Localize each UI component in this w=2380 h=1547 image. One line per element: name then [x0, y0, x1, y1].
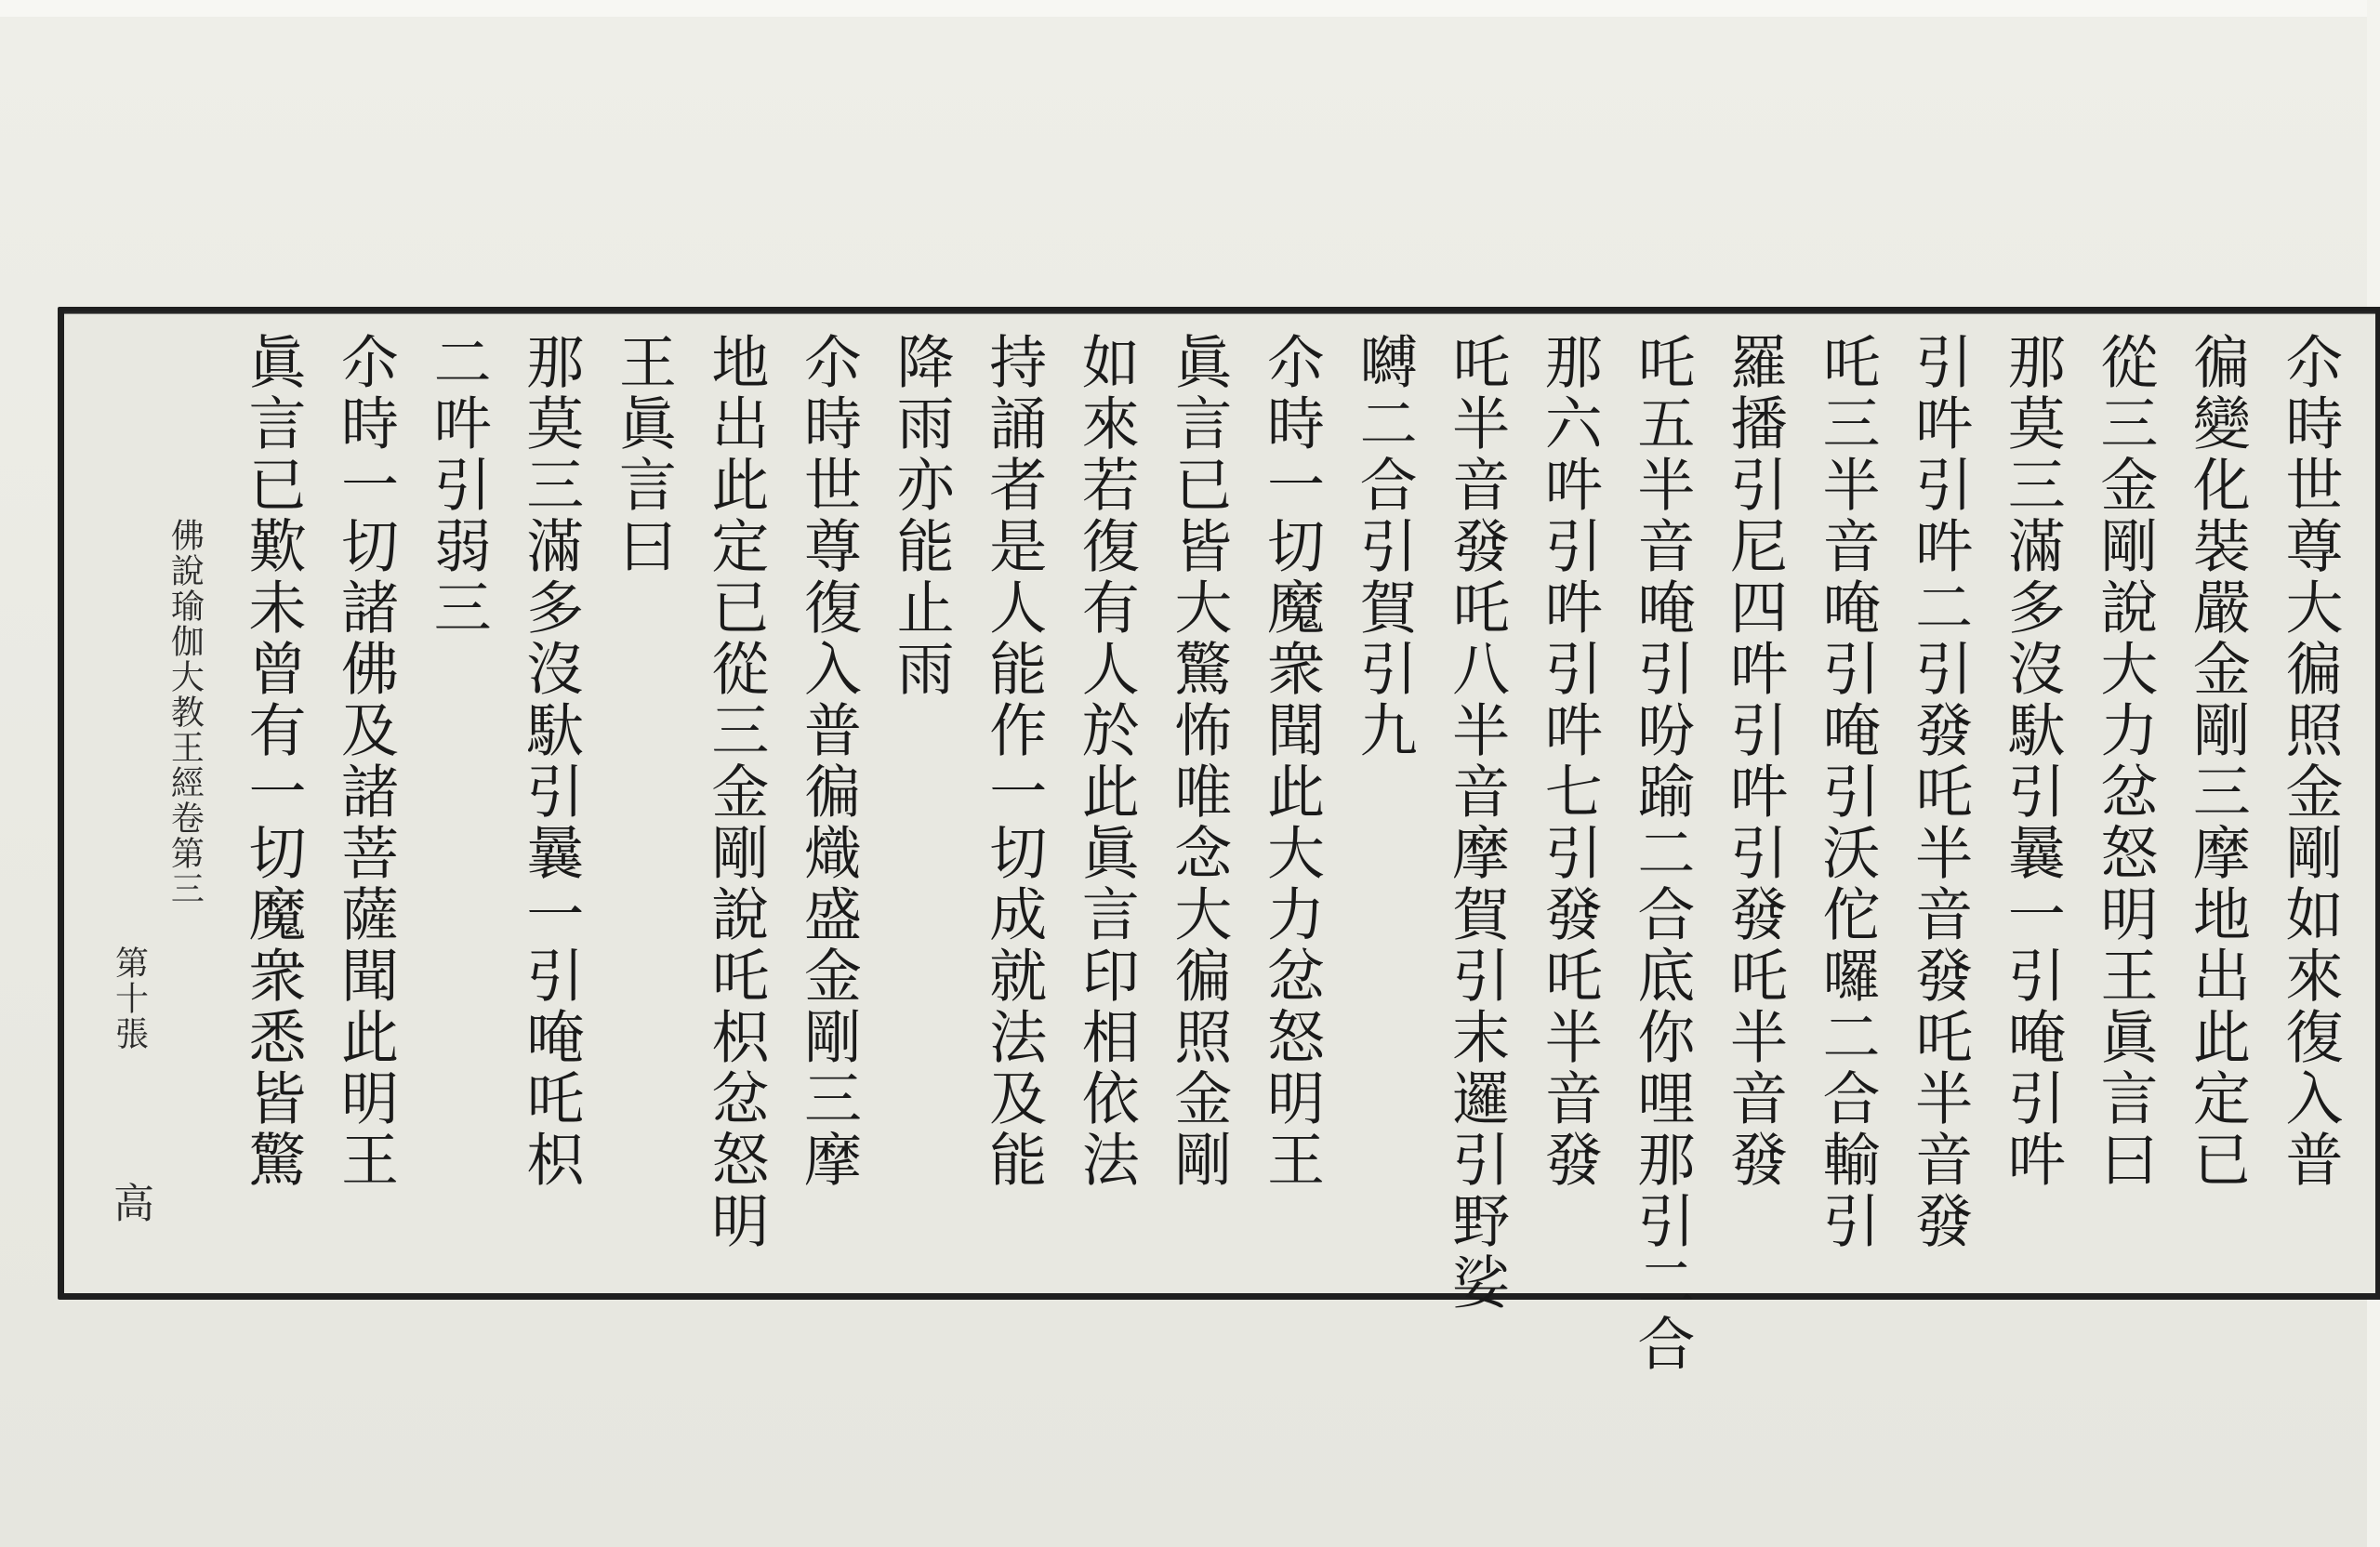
text-column: 那莫三滿多沒馱引曩一引唵吒枳	[516, 332, 585, 1191]
printed-block-border	[58, 307, 2380, 1375]
text-column: 吒五半音唵引吩踰二合底你哩那引二合	[1627, 332, 1696, 1375]
folio-number: 第十張	[110, 945, 149, 1051]
text-column: 尒時世尊大徧照金剛如來復入普	[2276, 332, 2344, 1191]
colophon-title: 佛說瑜伽大教王經卷第三	[165, 518, 205, 906]
text-column: 如來若復有人於此眞言印相依法	[1072, 332, 1141, 1191]
text-column: 眞言已皆大驚怖唯念大徧照金剛	[1164, 332, 1233, 1191]
text-column: 王眞言曰	[609, 332, 678, 577]
text-column: 那六吽引吽引吽七引發吒半音發	[1535, 332, 1604, 1191]
text-column: 持誦者是人能作一切成就法及能	[979, 332, 1048, 1191]
text-column: 羅播引尼四吽引吽引發吒半音發	[1720, 332, 1789, 1191]
text-block	[101, 332, 2344, 1375]
text-column: 尒時世尊復入普徧熾盛金剛三摩	[794, 332, 863, 1191]
text-column: 地出此定已從三金剛說吒枳忿怒明	[701, 332, 770, 1252]
text-column: 眞言已歎未曾有一切魔衆悉皆驚	[238, 332, 307, 1191]
text-column: 那莫三滿多沒馱引曩一引唵引吽	[1998, 332, 2067, 1191]
text-column: 從三金剛說大力忿怒明王眞言曰	[2090, 332, 2159, 1191]
folio-mark: 高	[106, 1182, 154, 1223]
text-column: 尒時一切諸佛及諸菩薩聞此明王	[331, 332, 400, 1191]
text-column: 降雨亦能止雨	[887, 332, 956, 700]
text-column: 嚩二合引賀引九	[1350, 332, 1419, 761]
text-column: 吒半音發吒八半音摩賀引末邏引野娑	[1442, 332, 1511, 1314]
text-column: 二吽引弱三	[424, 332, 493, 639]
text-column: 吒三半音唵引唵引沃佗囉二合輸引	[1813, 332, 1882, 1252]
text-column: 尒時一切魔衆聞此大力忿怒明王	[1257, 332, 1326, 1191]
page-top-edge	[0, 0, 2380, 17]
text-column: 徧變化裝嚴金剛三摩地出此定已	[2183, 332, 2252, 1191]
text-column: 引吽引吽二引發吒半音發吒半音發	[1905, 332, 1974, 1252]
folio-margin	[101, 332, 157, 1275]
border-top-line	[64, 311, 2375, 314]
